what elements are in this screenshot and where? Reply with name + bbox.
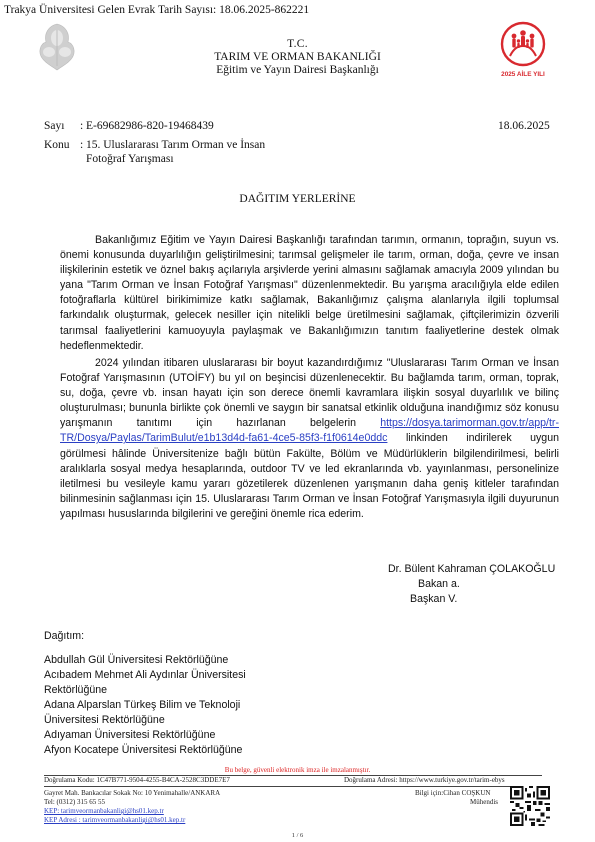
sayi-value: E-69682986-820-19468439 bbox=[86, 120, 214, 132]
footer-address: Gayret Mah. Bankacılar Sokak No: 10 Yenimahalle/ANKARA bbox=[44, 789, 221, 797]
distribution-item: Acıbadem Mehmet Ali Aydınlar Üniversitesi bbox=[44, 669, 246, 681]
distribution-item: Abdullah Gül Üniversitesi Rektörlüğüne bbox=[44, 654, 229, 666]
distribution-item: Üniversitesi Rektörlüğüne bbox=[44, 714, 165, 726]
konu-line-1: 15. Uluslararası Tarım Orman ve İnsan bbox=[86, 139, 266, 151]
signer-title-2: Başkan V. bbox=[410, 593, 458, 605]
distribution-label: Dağıtım: bbox=[44, 630, 85, 642]
document-date: 18.06.2025 bbox=[498, 120, 550, 132]
sayi-colon: : bbox=[80, 120, 84, 132]
family-year-logo-icon bbox=[490, 20, 556, 80]
e-signature-note: Bu belge, güvenli elektronik imza ile imzalanmıştır. bbox=[224, 766, 371, 774]
body-paragraph-1 bbox=[60, 233, 559, 354]
konu-line-2: Fotoğraf Yarışması bbox=[86, 153, 174, 165]
qr-code-icon bbox=[510, 786, 550, 826]
konu-label: Konu bbox=[44, 139, 70, 151]
body-paragraph-2-text-a: 2024 yılından itibaren uluslararası bir boyut kazandırdığımız "Uluslararası Tarım Orman ve İnsan Fotoğraf Yarışmasının (UTOİFY) bu yıl on beşincisi düzenlenecektir. Bu bağlamda tarım, orman, toprak, su, doğa, çevre vb. insan hayatı için son derece önemli kavramlara ilişkin sosyal duyarlılık ve bilinç oluşturulması; bununla birlikte çok önemli ve saygın bir sanatsal etkinlik olduğuna inandığımız söz konusu yarışmanın tanıtımı için hazırlanan belgelerin bbox=[60, 357, 559, 430]
family-year-logo-text: 2025 AİLE YILI bbox=[501, 71, 545, 78]
header-tc: T.C. bbox=[287, 38, 308, 50]
distribution-item: Adıyaman Üniversitesi Rektörlüğüne bbox=[44, 729, 216, 741]
page-number: 1 / 6 bbox=[291, 832, 304, 839]
distribution-title: DAĞITIM YERLERİNE bbox=[239, 193, 356, 205]
info-title: Mühendis bbox=[470, 798, 498, 806]
signer-name: Dr. Bülent Kahraman ÇOLAKOĞLU bbox=[388, 563, 556, 575]
body-paragraph-2 bbox=[60, 356, 559, 522]
body-paragraph-2-text-b: linkinden indirilerek uygun görülmesi hâlinde Üniversitenize bağlı bütün Fakülte, Bölüm ve Müdürlüklerin bilgilendirilmesi, belirli aralıklarla sosyal medya hesaplarında, outdoor TV ve led ekranlarında vb. yayınlanması, personelinize iletilmesi bu vesileyle kamu yararı gözetilerek düzenlenen yarışmanın daha geniş kitleler tarafından bilinmesinin sağlanması için 15. Uluslararası Tarım Orman ve İnsan Fotoğraf Yarışmasıyla ilgili duyurunun yapılması hususlarında bilgilerini ve gereğini önemle rica ederim. bbox=[60, 432, 559, 520]
distribution-item: Rektörlüğüne bbox=[44, 684, 108, 696]
body-paragraph-1-text: Bakanlığımız Eğitim ve Yayın Dairesi Başkanlığı tarafından tarımın, ormanın, toprağın, suyun vs. önemi konusunda duyarlılığın geliştirilmesini; tarımsal gelişmeler ile tarım, orman, doğa, çevre ve insan ilişkilerinin estetik ve öznel bakış açılarıyla arşivlerde yerini almasını sağlamak amacıyla 2009 yılından bu yana "Tarım Orman ve İnsan Fotoğraf Yarışması" düzenlenmektedir. Bu yarışma aracılığıyla elde edilen fotoğraflarla kültürel birikimimize katkı sağlamak, Bakanlığımız çalışma alanlarıyla ilgili toplumsal farkındalık oluşturmak, gelecek nesiller için nitelikli belge üretilmesini sağlamak, çiftçilerimizin özverili tarımsal faaliyetlerini kamuoyuyla paylaşmak ve Bakanlığımızın tanıtım faaliyetlerine destek olmak hedeflenmektedir. bbox=[60, 234, 559, 352]
footer-tel: Tel: (0312) 315 65 55 bbox=[44, 798, 105, 806]
footer-kep[interactable]: KEP: tarimveormanbakanligi@hs01.kep.tr bbox=[44, 807, 164, 815]
signer-title-1: Bakan a. bbox=[418, 578, 460, 590]
verification-address: Doğrulama Adresi: https://www.turkiye.gov.tr/tarim-ebys bbox=[344, 776, 505, 784]
document-share-link[interactable]: https://dosya.tarimorman.gov.tr/app/tr-TR/Dosya/Paylas/TarimBulut/e1b13d4d-fa61-4ce5-85f3-f1f0614e0ddc bbox=[60, 417, 559, 445]
verification-code: Doğrulama Kodu: 1C47B771-9504-4255-B4CA-2528C3DDE7E7 bbox=[44, 776, 230, 784]
sayi-label: Sayı bbox=[44, 120, 65, 132]
header-department: Eğitim ve Yayın Dairesi Başkanlığı bbox=[216, 64, 379, 76]
info-contact: Bilgi için:Cihan COŞKUN bbox=[415, 789, 491, 797]
distribution-item: Afyon Kocatepe Üniversitesi Rektörlüğüne bbox=[44, 744, 243, 756]
header-ministry: TARIM VE ORMAN BAKANLIĞI bbox=[214, 51, 381, 63]
footer-divider-bottom bbox=[44, 786, 542, 787]
incoming-document-stamp: Trakya Üniversitesi Gelen Evrak Tarih Sayısı: 18.06.2025-862221 bbox=[4, 4, 310, 16]
konu-colon: : bbox=[80, 139, 84, 151]
distribution-item: Adana Alparslan Türkeş Bilim ve Teknoloji bbox=[44, 699, 241, 711]
footer-kep-address[interactable]: KEP Adresi : tarimveormanbakanligi@hs01.kep.tr bbox=[44, 816, 186, 824]
